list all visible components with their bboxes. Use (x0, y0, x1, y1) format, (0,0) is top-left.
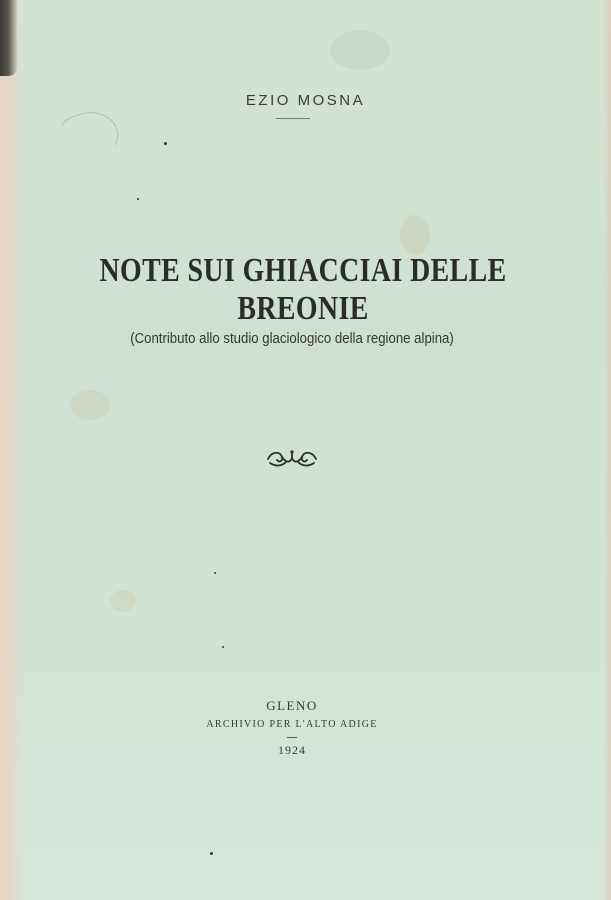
publisher-name: GLENO (266, 698, 318, 713)
book-title: NOTE SUI GHIACCIAI DELLE BREONIE (99, 252, 507, 327)
paper-stain (70, 390, 110, 420)
paper-stain (110, 590, 136, 612)
aged-right-edge (603, 0, 611, 900)
paper-speck (210, 852, 213, 855)
fleuron-ornament-icon (266, 447, 318, 469)
book-subtitle: (Contributo allo studio glaciologico della regione alpina) (130, 330, 454, 347)
aged-left-edge (0, 0, 22, 900)
paper-speck (164, 142, 167, 145)
paper-speck (214, 572, 216, 574)
publication-year: 1924 (278, 743, 306, 757)
paper-stain (330, 30, 390, 70)
paper-speck (137, 198, 139, 200)
pencil-annotation (54, 104, 124, 168)
author-name: EZIO MOSNA (245, 92, 366, 109)
paper-stain (400, 215, 430, 255)
paper-speck (222, 646, 224, 648)
publisher-imprint: ARCHIVIO PER L'ALTO ADIGE (206, 719, 378, 730)
torn-corner (0, 0, 18, 76)
author-rule (276, 118, 310, 119)
year-rule (287, 737, 297, 738)
